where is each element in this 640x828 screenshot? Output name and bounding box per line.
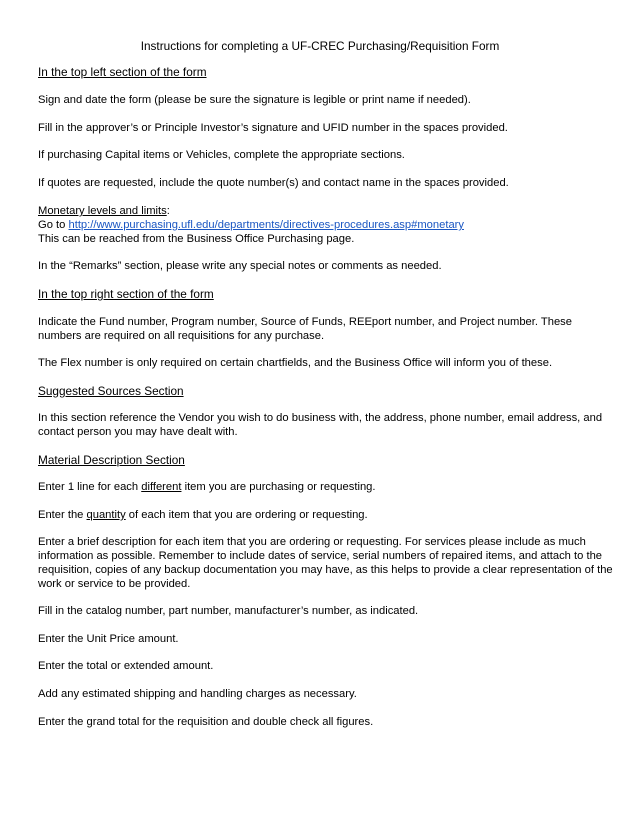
one-line-prefix: Enter 1 line for each — [38, 481, 142, 493]
monetary-levels-colon: : — [166, 205, 170, 217]
paragraph-description-line1: Enter a brief description for each item that you are ordering or requesting. For services please include as much — [38, 536, 586, 548]
paragraph-fund-number-line2: numbers are required on all requisitions for any purchase. — [38, 330, 325, 342]
different-emphasis: different — [141, 481, 182, 493]
paragraph-fund-number-line1: Indicate the Fund number, Program number, Source of Funds, REEport number, and Project number. These — [38, 316, 572, 328]
paragraph-flex-number: The Flex number is only required on certain chartfields, and the Business Office will inform you of these. — [38, 357, 553, 369]
paragraph-quotes: If quotes are requested, include the quote number(s) and contact name in the spaces provided. — [38, 177, 509, 189]
goto-prefix: Go to — [38, 219, 69, 231]
quantity-emphasis: quantity — [86, 509, 126, 521]
paragraph-description-line2: information as possible. Remember to include dates of service, serial numbers of repaired items, and attach to the — [38, 550, 603, 562]
paragraph-sign-date: Sign and date the form (please be sure the signature is legible or print name if needed). — [38, 94, 471, 106]
paragraph-remarks: In the “Remarks” section, please write any special notes or comments as needed. — [38, 260, 442, 272]
monetary-levels-text: Monetary levels and limits — [38, 205, 167, 217]
paragraph-unit-price: Enter the Unit Price amount. — [38, 633, 179, 645]
paragraph-grand-total: Enter the grand total for the requisition and double check all figures. — [38, 716, 374, 728]
paragraph-business-office-page: This can be reached from the Business Office Purchasing page. — [38, 233, 355, 245]
heading-top-left-section: In the top left section of the form — [38, 65, 207, 79]
goto-line — [38, 219, 464, 232]
quantity-suffix: of each item that you are ordering or requesting. — [125, 509, 368, 521]
heading-material-description: Material Description Section — [38, 453, 185, 467]
paragraph-vendor-line2: contact person you may have dealt with. — [38, 426, 238, 438]
paragraph-total-amount: Enter the total or extended amount. — [38, 660, 214, 672]
paragraph-one-line-per-item — [38, 481, 376, 494]
paragraph-description-line3: requisition, copies of any backup documentation you may have, as this helps to provide a clear representation of the — [38, 564, 613, 576]
one-line-suffix: item you are purchasing or requesting. — [181, 481, 376, 493]
paragraph-quantity — [38, 509, 368, 522]
quantity-prefix: Enter the — [38, 509, 87, 521]
paragraph-vendor-line1: In this section reference the Vendor you wish to do business with, the address, phone number, email address, and — [38, 412, 603, 424]
paragraph-capital-items: If purchasing Capital items or Vehicles, complete the appropriate sections. — [38, 149, 405, 161]
paragraph-shipping: Add any estimated shipping and handling charges as necessary. — [38, 688, 357, 700]
heading-suggested-sources: Suggested Sources Section — [38, 384, 184, 398]
paragraph-catalog-number: Fill in the catalog number, part number, manufacturer’s number, as indicated. — [38, 605, 419, 617]
paragraph-approver-signature: Fill in the approver’s or Principle Investor’s signature and UFID number in the spaces provided. — [38, 122, 508, 134]
purchasing-monetary-link[interactable]: http://www.purchasing.ufl.edu/departments/directives-procedures.asp#monetary — [68, 219, 464, 231]
paragraph-description-line4: work or service to be provided. — [38, 578, 191, 590]
monetary-levels-label — [38, 205, 170, 218]
heading-top-right-section: In the top right section of the form — [38, 287, 214, 301]
document-title: Instructions for completing a UF-CREC Purchasing/Requisition Form — [140, 39, 500, 53]
